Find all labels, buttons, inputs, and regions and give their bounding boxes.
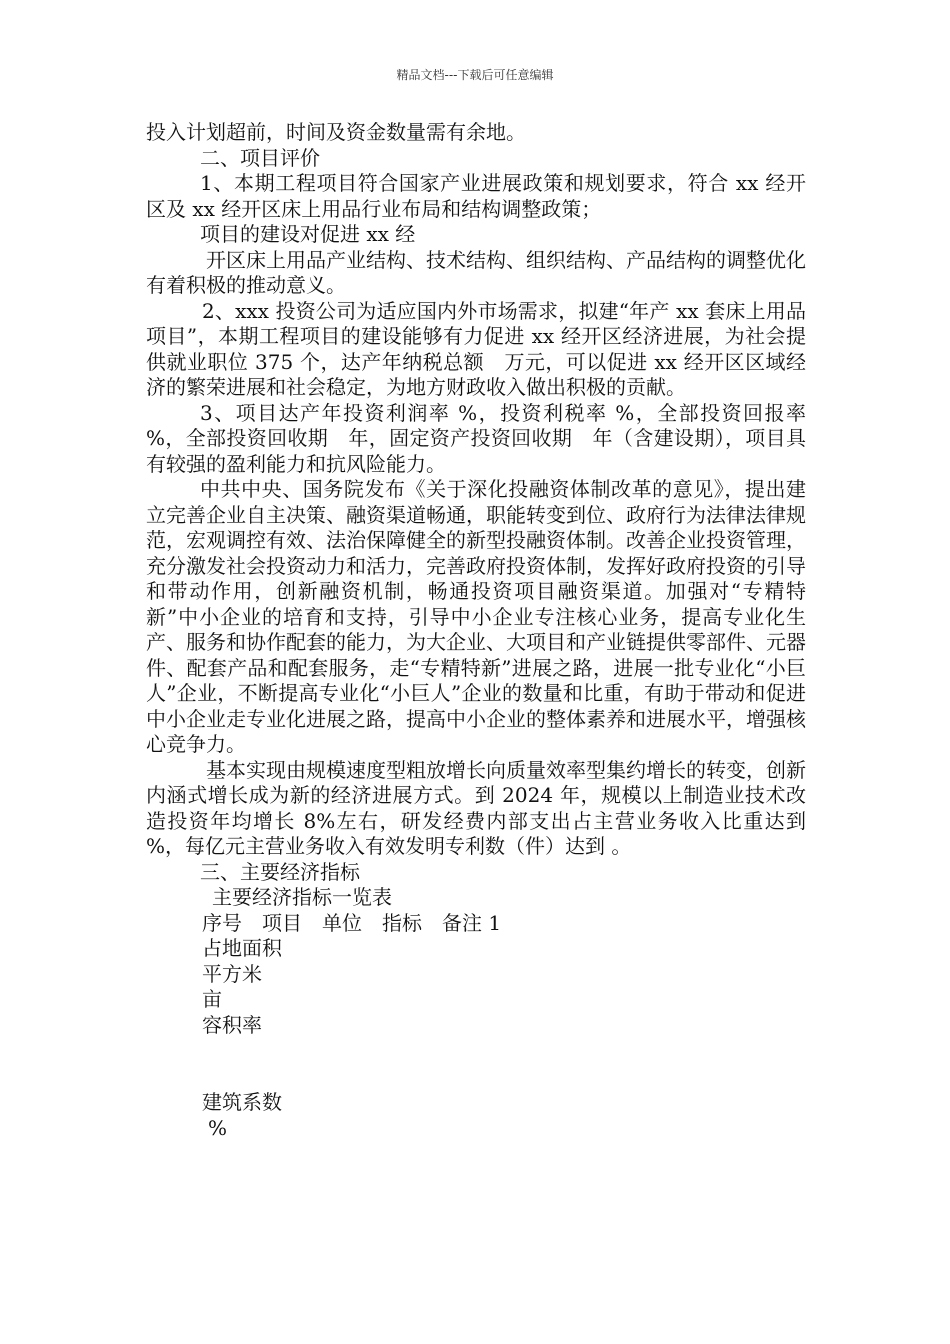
section-heading-indicators: 三、主要经济指标 [200, 859, 360, 884]
table-row: 建筑系数 [202, 1090, 282, 1114]
paragraph-3a: 项目的建设对促进 xx 经 [200, 222, 416, 246]
paragraph-2: 1、本期工程项目符合国家产业进展政策和规划要求，符合 xx 经开区及 xx 经开区床上用品行业布局和结构调整政策； [146, 171, 806, 221]
paragraph-4: 2、xxx 投资公司为适应国内外市场需求，拟建“年产 xx 套床上用品项目”，本期工程项目的建设能够有力促进 xx 经开区经济进展，为社会提供就业职位 375 个，达产年纳税总额 万元，可以促进 xx 经开区区域经济的繁荣进展和社会稳定，为地方财政收入做出积极的贡献。 [146, 298, 806, 399]
paragraph-3b: 开区床上用品产业结构、技术结构、组织结构、产品结构的调整优化有着积极的推动意义。 [146, 247, 806, 297]
paragraph-5: 3、项目达产年投资利润率 %，投资利税率 %，全部投资回报率 %，全部投资回收期 年，固定资产投资回收期 年（含建设期），项目具有较强的盈利能力和抗风险能力。 [146, 400, 806, 476]
table-row: 容积率 [202, 1012, 262, 1037]
table-row: 占地面积 [202, 936, 282, 960]
percent-unit: % [208, 1115, 228, 1140]
table-caption: 主要经济指标一览表 [212, 885, 392, 909]
table-gap [202, 1038, 806, 1090]
paragraph-1: 投入计划超前，时间及资金数量需有余地。 [146, 120, 526, 144]
paragraph-7: 基本实现由规模速度型粗放增长向质量效率型集约增长的转变，创新内涵式增长成为新的经济进展方式。到 2024 年，规模以上制造业技术改造投资年均增长 8%左右，研发经费内部支出占主营业务收入比重达到 %，每亿元主营业务收入有效发明专利数（件）达到 。 [146, 757, 806, 858]
table-header: 序号 项目 单位 指标 备注 1 [202, 910, 502, 935]
page-header: 精品文档---下载后可任意编辑 [396, 68, 554, 82]
paragraph-6: 中共中央、国务院发布《关于深化投融资体制改革的意见》，提出建立完善企业自主决策、融资渠道畅通，职能转变到位、政府行为法律法律规范，宏观调控有效、法治保障健全的新型投融资体制。改善企业投资管理，充分激发社会投资动力和活力，完善政府投资体制，发挥好政府投资的引导和带动作用，创新融资机制，畅通投资项目融资渠道。加强对“专精特新”中小企业的培育和支持，引导中小企业专注核心业务，提高专业化生产、服务和协作配套的能力，为大企业、大项目和产业链提供零部件、元器件、配套产品和配套服务，走“专精特新”进展之路，进展一批专业化“小巨人”企业，不断提高专业化“小巨人”企业的数量和比重，有助于带动和促进中小企业走专业化进展之路，提高中小企业的整体素养和进展水平，增强核心竞争力。 [146, 477, 806, 756]
table-row: 亩 [202, 987, 222, 1011]
section-heading-evaluation: 二、项目评价 [200, 145, 320, 170]
indicator-table [146, 911, 806, 1116]
document-body [146, 120, 806, 1141]
table-row: 平方米 [202, 961, 262, 986]
